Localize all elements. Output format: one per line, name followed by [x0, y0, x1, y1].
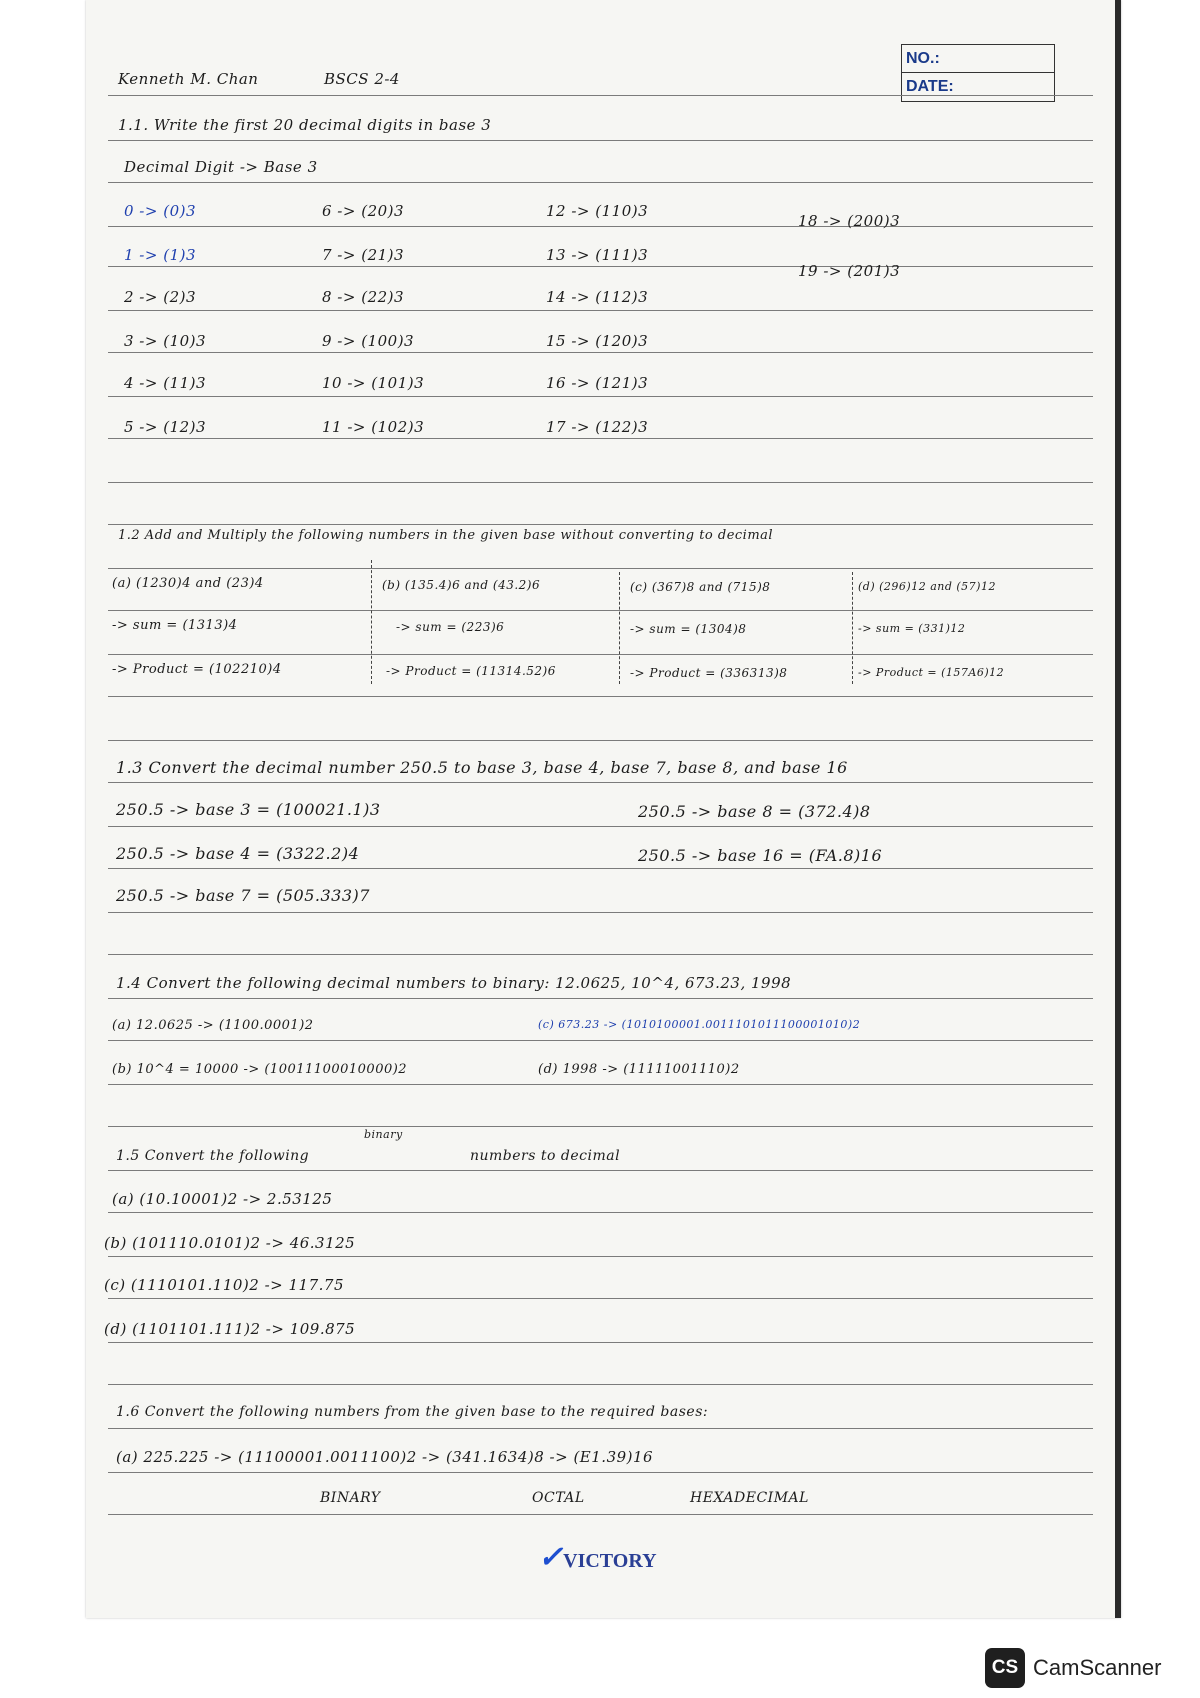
q12-divider [619, 572, 620, 684]
q13-answer: 250.5 -> base 3 = (100021.1)3 [116, 800, 381, 819]
q16-label-binary: BINARY [320, 1490, 381, 1506]
q15-insert: binary [364, 1128, 403, 1141]
course-section: BSCS 2-4 [324, 70, 400, 88]
rule-line [108, 226, 1093, 227]
notebook-page [86, 0, 1121, 1618]
camscanner-text: CamScanner [1033, 1655, 1162, 1680]
q13-answer: 250.5 -> base 8 = (372.4)8 [638, 802, 871, 821]
q11-entry: 6 -> (20)3 [322, 202, 405, 220]
rule-line [108, 868, 1093, 869]
q11-entry: 13 -> (111)3 [546, 246, 649, 264]
q11-entry: 1 -> (1)3 [124, 246, 197, 264]
q11-entry: 14 -> (112)3 [546, 288, 649, 306]
q12-problem: (b) (135.4)6 and (43.2)6 [382, 578, 541, 592]
q12-sum: -> sum = (331)12 [858, 622, 966, 635]
q11-entry: 10 -> (101)3 [322, 374, 425, 392]
q11-entry: 7 -> (21)3 [322, 246, 405, 264]
rule-line [108, 482, 1093, 483]
q11-subtitle: Decimal Digit -> Base 3 [124, 158, 318, 176]
rule-line [108, 95, 1093, 96]
q15-title-suffix: numbers to decimal [470, 1148, 621, 1164]
rule-line [108, 740, 1093, 741]
q15-answer: (b) (101110.0101)2 -> 46.3125 [104, 1234, 356, 1252]
q11-entry: 18 -> (200)3 [798, 212, 901, 230]
q11-entry: 16 -> (121)3 [546, 374, 649, 392]
q14-answer: (d) 1998 -> (11111001110)2 [538, 1062, 740, 1077]
victory-brand [538, 1540, 657, 1575]
q11-entry: 5 -> (12)3 [124, 418, 207, 436]
rule-line [108, 438, 1093, 439]
q13-answer: 250.5 -> base 16 = (FA.8)16 [638, 846, 883, 865]
q15-answer: (c) (1110101.110)2 -> 117.75 [104, 1276, 344, 1294]
q12-divider [852, 572, 853, 684]
q12-product: -> Product = (11314.52)6 [386, 664, 556, 678]
rule-line [108, 610, 1093, 611]
rule-line [108, 140, 1093, 141]
rule-line [108, 1040, 1093, 1041]
q13-answer: 250.5 -> base 4 = (3322.2)4 [116, 844, 360, 863]
q14-answer: (b) 10^4 = 10000 -> (10011100010000)2 [112, 1062, 408, 1077]
q11-entry: 3 -> (10)3 [124, 332, 207, 350]
q12-product: -> Product = (102210)4 [112, 662, 282, 677]
rule-line [108, 1472, 1093, 1473]
rule-line [108, 826, 1093, 827]
rule-line [108, 998, 1093, 999]
q13-title: 1.3 Convert the decimal number 250.5 to base 3, base 4, base 7, base 8, and base 16 [116, 758, 848, 777]
q12-problem: (d) (296)12 and (57)12 [858, 580, 996, 593]
rule-line [108, 568, 1093, 569]
rule-line [108, 1170, 1093, 1171]
q11-entry: 15 -> (120)3 [546, 332, 649, 350]
rule-line [108, 954, 1093, 955]
camscanner-logo-icon: CS [985, 1648, 1025, 1688]
rule-line [108, 1342, 1093, 1343]
q12-problem: (a) (1230)4 and (23)4 [112, 576, 264, 591]
q13-answer: 250.5 -> base 7 = (505.333)7 [116, 886, 370, 905]
victory-check-icon: ✓ [538, 1541, 564, 1574]
q11-entry: 11 -> (102)3 [322, 418, 425, 436]
rule-line [108, 1256, 1093, 1257]
q14-answer: (a) 12.0625 -> (1100.0001)2 [112, 1018, 314, 1033]
q12-sum: -> sum = (223)6 [396, 620, 505, 634]
q15-answer: (d) (1101101.111)2 -> 109.875 [104, 1320, 356, 1338]
q11-entry: 2 -> (2)3 [124, 288, 197, 306]
q11-entry: 4 -> (11)3 [124, 374, 207, 392]
q11-entry: 12 -> (110)3 [546, 202, 649, 220]
q11-entry: 9 -> (100)3 [322, 332, 415, 350]
q11-entry: 0 -> (0)3 [124, 202, 197, 220]
student-name: Kenneth M. Chan [118, 70, 259, 88]
q14-answer: (c) 673.23 -> (1010100001.0011101011100001010)2 [538, 1018, 861, 1031]
rule-line [108, 182, 1093, 183]
q12-problem: (c) (367)8 and (715)8 [630, 580, 771, 594]
q12-product: -> Product = (336313)8 [630, 666, 788, 680]
rule-line [108, 524, 1093, 525]
rule-line [108, 1212, 1093, 1213]
rule-line [108, 654, 1093, 655]
q16-label-hex: HEXADECIMAL [690, 1490, 809, 1506]
date-label: DATE: [906, 78, 954, 95]
q11-entry: 17 -> (122)3 [546, 418, 649, 436]
q12-sum: -> sum = (1313)4 [112, 618, 238, 633]
rule-line [108, 1514, 1093, 1515]
rule-line [108, 396, 1093, 397]
rule-line [108, 696, 1093, 697]
rule-line [108, 1084, 1093, 1085]
rule-line [108, 352, 1093, 353]
q11-entry: 19 -> (201)3 [798, 262, 901, 280]
rule-line [108, 1298, 1093, 1299]
rule-line [108, 266, 1093, 267]
q12-divider [371, 560, 372, 684]
q16-label-octal: OCTAL [532, 1490, 585, 1506]
no-date-box [901, 44, 1055, 102]
q14-title: 1.4 Convert the following decimal numbers to binary: 12.0625, 10^4, 673.23, 1998 [116, 974, 792, 992]
victory-wordmark: VICTORY [563, 1550, 657, 1572]
q15-title-prefix: 1.5 Convert the following [116, 1148, 310, 1164]
rule-line [108, 1428, 1093, 1429]
camscanner-watermark [985, 1648, 1161, 1688]
q11-entry: 8 -> (22)3 [322, 288, 405, 306]
rule-line [108, 1126, 1093, 1127]
q15-answer: (a) (10.10001)2 -> 2.53125 [112, 1190, 333, 1208]
q16-answer: (a) 225.225 -> (11100001.0011100)2 -> (341.1634)8 -> (E1.39)16 [116, 1448, 654, 1466]
q11-title: 1.1. Write the first 20 decimal digits in base 3 [118, 116, 492, 134]
q12-title: 1.2 Add and Multiply the following numbers in the given base without converting to decimal [118, 528, 774, 543]
q12-product: -> Product = (157A6)12 [858, 666, 1005, 679]
q16-title: 1.6 Convert the following numbers from the given base to the required bases: [116, 1404, 709, 1420]
rule-line [108, 1384, 1093, 1385]
rule-line [108, 782, 1093, 783]
q12-sum: -> sum = (1304)8 [630, 622, 747, 636]
rule-line [108, 310, 1093, 311]
no-label: NO.: [902, 45, 1054, 73]
rule-line [108, 912, 1093, 913]
